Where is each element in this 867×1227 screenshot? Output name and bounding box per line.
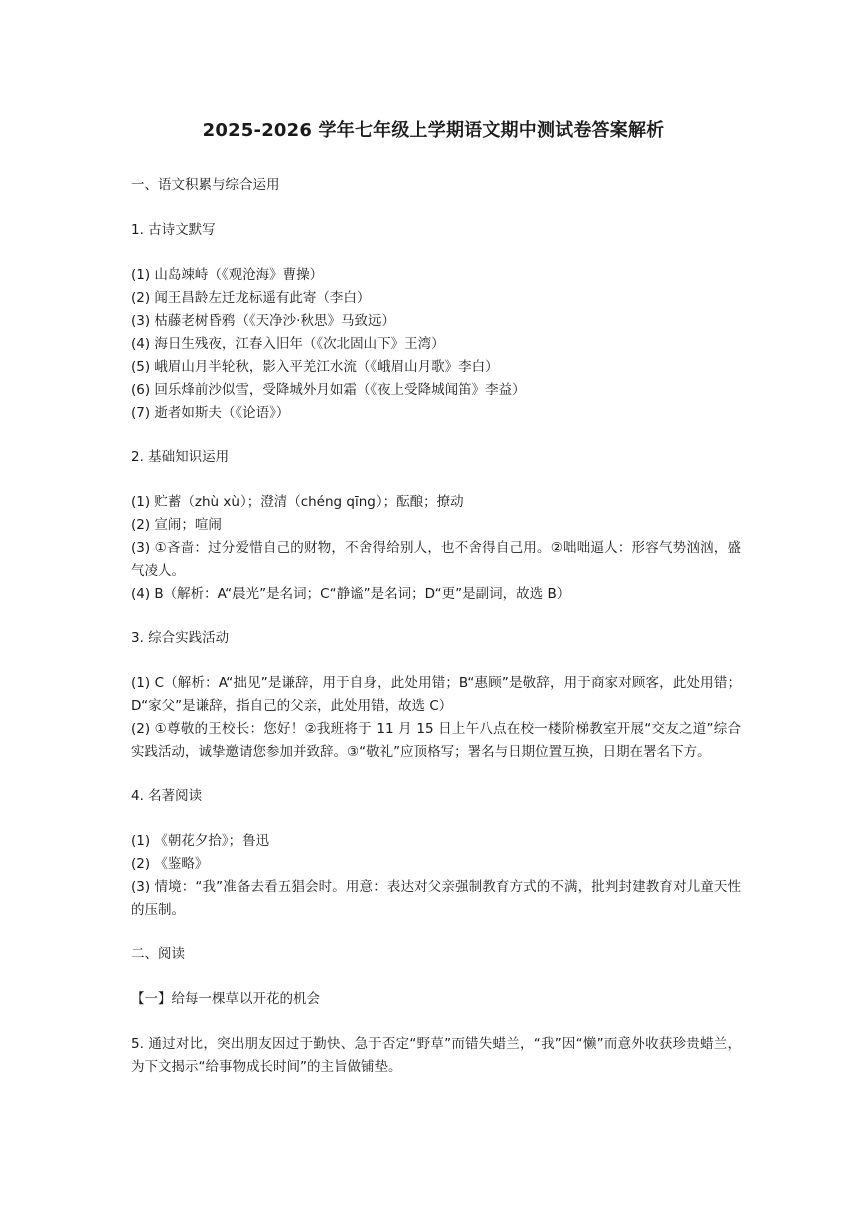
question-heading: 2. 基础知识运用 xyxy=(131,449,230,465)
answer-item: 5. 通过对比，突出朋友因过于勤快、急于否定“野草”而错失蜡兰，“我”因“懒”而意外收获珍贵蜡兰，为下文揭示“给事物成长时间”的主旨做铺垫。 xyxy=(131,1036,741,1075)
answer-item: (3) 情境：“我”准备去看五猖会时。用意：表达对父亲强制教育方式的不满，批判封建教育对儿童天性的压制。 xyxy=(131,879,741,918)
answer-item: (1) C（解析：A“拙见”是谦辞，用于自身，此处用错；B“惠顾”是敬辞，用于商家对顾客，此处用错；D“家父”是谦辞，指自己的父亲，此处用错，故选 C） xyxy=(131,675,741,714)
question-heading: 1. 古诗文默写 xyxy=(131,222,216,238)
answer-item: (2) 《鉴略》 xyxy=(131,856,209,872)
answer-item: (2) ①尊敬的王校长：您好！②我班将于 11 月 15 日上午八点在校一楼阶梯教室开展“交友之道”综合实践活动，诚挚邀请您参加并致辞。③“敬礼”应顶格写；署名与日期位置互换，日期在署名下方。 xyxy=(131,721,741,760)
answer-item: (2) 闻王昌龄左迁龙标遥有此寄（李白） xyxy=(131,290,371,306)
answer-item: (4) 海日生残夜，江春入旧年（《次北固山下》王湾） xyxy=(131,336,445,352)
answer-item: (3) ①吝啬：过分爱惜自己的财物，不舍得给别人，也不舍得自己用。②咄咄逼人：形容气势汹汹，盛气凌人。 xyxy=(131,540,741,579)
answer-item: (2) 宣闹；喧闹 xyxy=(131,517,222,533)
document-body xyxy=(131,174,741,1079)
answer-item: (7) 逝者如斯夫（《论语》） xyxy=(131,405,290,421)
question-heading: 4. 名著阅读 xyxy=(131,788,203,804)
section-heading: 二、阅读 xyxy=(131,946,185,962)
answer-item: (6) 回乐烽前沙似雪，受降城外月如霜（《夜上受降城闻笛》李益） xyxy=(131,382,526,398)
answer-item: (1) 贮蓄（zhù xù）；澄清（chéng qīng）；酝酿；撩动 xyxy=(131,494,464,510)
question-heading: 3. 综合实践活动 xyxy=(131,630,230,646)
section-heading: 一、语文积累与综合运用 xyxy=(131,177,280,193)
answer-item: (1) 《朝花夕拾》；鲁迅 xyxy=(131,833,270,849)
reading-passage-heading: 【一】给每一棵草以开花的机会 xyxy=(131,991,320,1007)
answer-item: (4) B（解析：A“晨光”是名词；C“静谧”是名词；D“更”是副词，故选 B） xyxy=(131,586,571,602)
page-title: 2025-2026 学年七年级上学期语文期中测试卷答案解析 xyxy=(202,120,665,141)
answer-item: (1) 山岛竦峙（《观沧海》曹操） xyxy=(131,267,324,283)
answer-item: (3) 枯藤老树昏鸦（《天净沙·秋思》马致远） xyxy=(131,313,395,329)
answer-item: (5) 峨眉山月半轮秋，影入平羌江水流（《峨眉山月歌》李白） xyxy=(131,359,499,375)
